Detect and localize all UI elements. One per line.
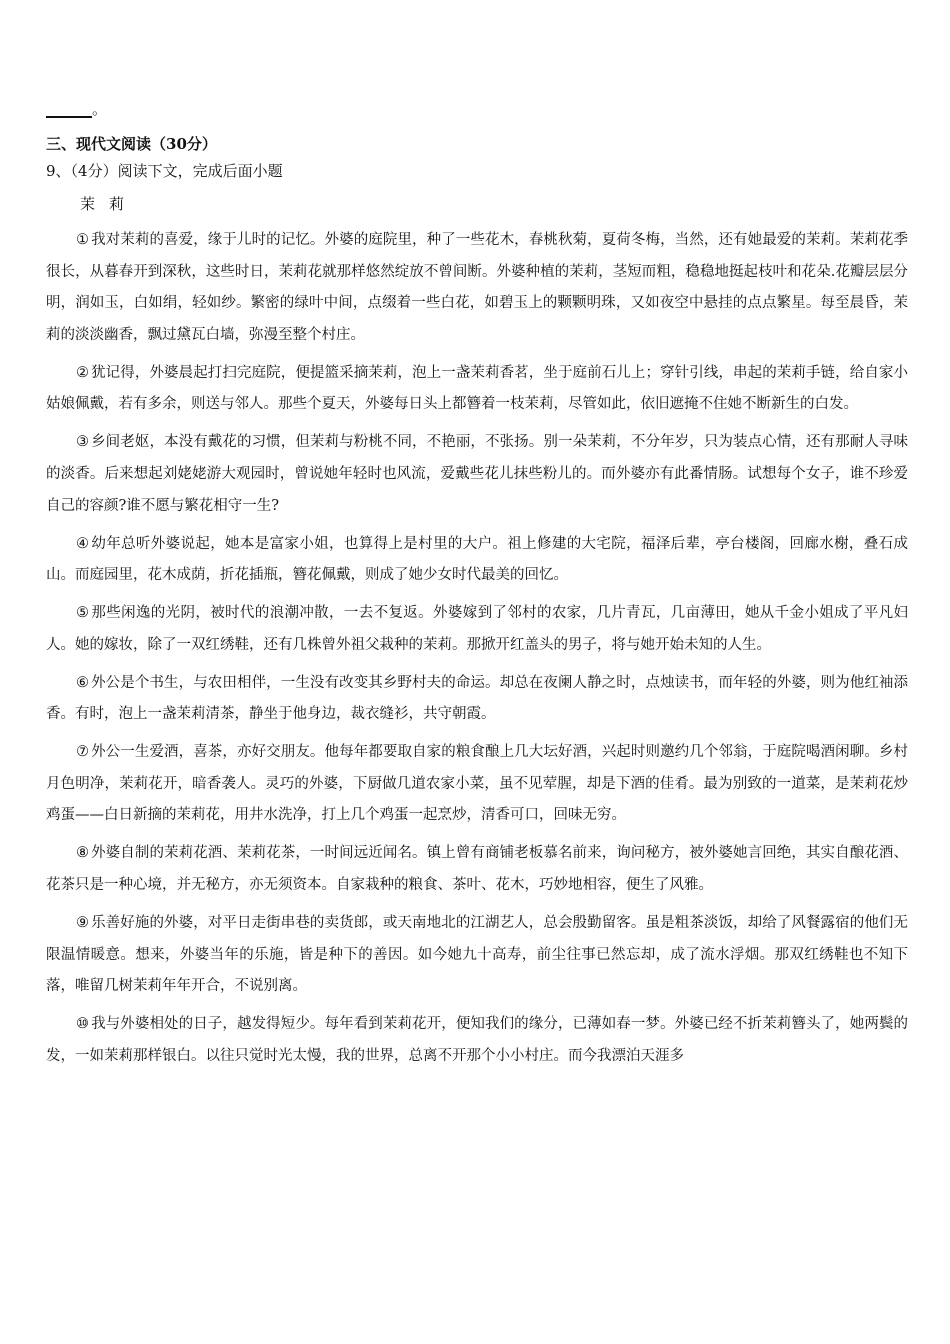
paragraph-text: 犹记得，外婆晨起打扫完庭院，便提篮采摘茉莉，泡上一盏茉莉香茗，坐于庭前石儿上；穿针引线，串起的茉莉手链，给自家小姑娘佩戴，若有多余，则送与邻人。那些个夏天，外婆每日头上都簪着一枝茉莉，尽管如此，依旧遮掩不住她不断新生的白发。	[46, 364, 908, 413]
paragraph-1	[46, 225, 908, 351]
paragraph-8	[46, 838, 908, 901]
paragraph-text: 外公一生爱酒，喜茶，亦好交朋友。他每年都要取自家的粮食酿上几大坛好酒，兴起时则邀约几个邻翁，于庭院喝酒闲聊。乡村月色明净，茉莉花开，暗香袭人。灵巧的外婆，下厨做几道农家小菜，虽不见荤腥，却是下酒的佳肴。最为别致的一道菜，是茉莉花炒鸡蛋——白日新摘的茉莉花，用井水洗净，打上几个鸡蛋一起烹炒，清香可口，回味无穷。	[46, 744, 908, 824]
paragraph-number: ②	[76, 364, 90, 381]
paragraph-text: 乐善好施的外婆，对平日走街串巷的卖货郎，或天南地北的江湖艺人，总会殷勤留客。虽是粗茶淡饭，却给了风餐露宿的他们无限温情暖意。想来，外婆当年的乐施，皆是种下的善因。如今她九十高寿，前尘往事已然忘却，成了流水浮烟。那双红绣鞋也不知下落，唯留几树茉莉年年开合，不说别离。	[46, 915, 908, 995]
paragraph-number: ④	[76, 535, 90, 552]
paragraph-text: 乡间老妪，本没有戴花的习惯，但茉莉与粉桃不同，不艳丽，不张扬。别一朵茉莉，不分年岁，只为装点心情，还有那耐人寻味的淡香。后来想起刘姥姥游大观园时，曾说她年轻时也风流，爱戴些花儿抹些粉儿的。而外婆亦有此番情肠。试想每个女子，谁不珍爱自己的容颜?谁不愿与繁花相守一生?	[46, 434, 908, 514]
blank-period: 。	[92, 100, 108, 118]
paragraph-text: 那些闲逸的光阴，被时代的浪潮冲散，一去不复返。外婆嫁到了邻村的农家，几片青瓦，几亩薄田，她从千金小姐成了平凡妇人。她的嫁妆，除了一双红绣鞋，还有几株曾外祖父栽种的茉莉。那掀开红盖头的男子，将与她开始未知的人生。	[46, 605, 908, 653]
paragraph-number: ⑥	[76, 674, 90, 691]
paragraph-number: ③	[76, 434, 90, 451]
paragraph-text: 我对茉莉的喜爱，缘于儿时的记忆。外婆的庭院里，种了一些花木，春桃秋菊，夏荷冬梅，当然，还有她最爱的茉莉。茉莉花季很长，从暮春开到深秋，这些时日，茉莉花就那样悠然绽放不曾间断。外婆种植的茉莉，茎短而粗，稳稳地挺起枝叶和花朵.花瓣层层分明，润如玉，白如绢，轻如纱。繁密的绿叶中间，点缀着一些白花，如碧玉上的颗颗明珠，又如夜空中悬挂的点点繁星。每至晨昏，茉莉的淡淡幽香，飘过黛瓦白墙，弥漫至整个村庄。	[46, 232, 908, 343]
paragraph-text: 我与外婆相处的日子，越发得短少。每年看到茉莉花开，便知我们的缘分，已薄如春一梦。外婆已经不折茉莉簪头了，她两鬓的发，一如茉莉那样银白。以往只觉时光太慢，我的世界，总离不开那个小小村庄。而今我漂泊天涯多	[46, 1016, 908, 1064]
blank-underline	[46, 116, 92, 118]
question-prompt: 9、（4分）阅读下文，完成后面小题	[46, 162, 283, 180]
section-heading: 三、现代文阅读（30分）	[46, 135, 217, 153]
paragraph-number: ⑩	[76, 1016, 90, 1033]
paragraph-2	[46, 358, 908, 421]
paragraph-text: 幼年总听外婆说起，她本是富家小姐，也算得上是村里的大户。祖上修建的大宅院，福泽后辈，亭台楼阁，回廊水榭，叠石成山。而庭园里，花木成荫，折花插瓶，簪花佩戴，则成了她少女时代最美的回忆。	[46, 535, 908, 584]
paragraph-4	[46, 529, 908, 592]
paragraph-text: 外婆自制的茉莉花酒、茉莉花茶，一时间远近闻名。镇上曾有商铺老板慕名前来，询问秘方，被外婆她言回绝，其实自酿花酒、花茶只是一种心境，并无秘方，亦无须资本。自家栽种的粮食、茶叶、花木，巧妙地相容，便生了风雅。	[46, 845, 908, 894]
answer-blank	[46, 100, 108, 120]
essay-body	[46, 225, 908, 1079]
paragraph-text: 外公是个书生，与农田相伴，一生没有改变其乡野村夫的命运。却总在夜阑人静之时，点烛读书，而年轻的外婆，则为他红袖添香。有时，泡上一盏茉莉清茶，静坐于他身边，裁衣缝衫，共守朝霞。	[46, 674, 908, 723]
paragraph-number: ⑦	[76, 744, 90, 761]
paragraph-9	[46, 908, 908, 1003]
paragraph-6	[46, 668, 908, 731]
paragraph-7	[46, 737, 908, 832]
paragraph-number: ①	[76, 232, 90, 248]
essay-title: 茉莉	[80, 195, 139, 213]
paragraph-number: ⑨	[76, 915, 90, 931]
paragraph-5	[46, 598, 908, 661]
paragraph-10	[46, 1009, 908, 1072]
paragraph-number: ⑧	[76, 845, 90, 862]
paragraph-number: ⑤	[76, 605, 90, 622]
paragraph-3	[46, 427, 908, 522]
